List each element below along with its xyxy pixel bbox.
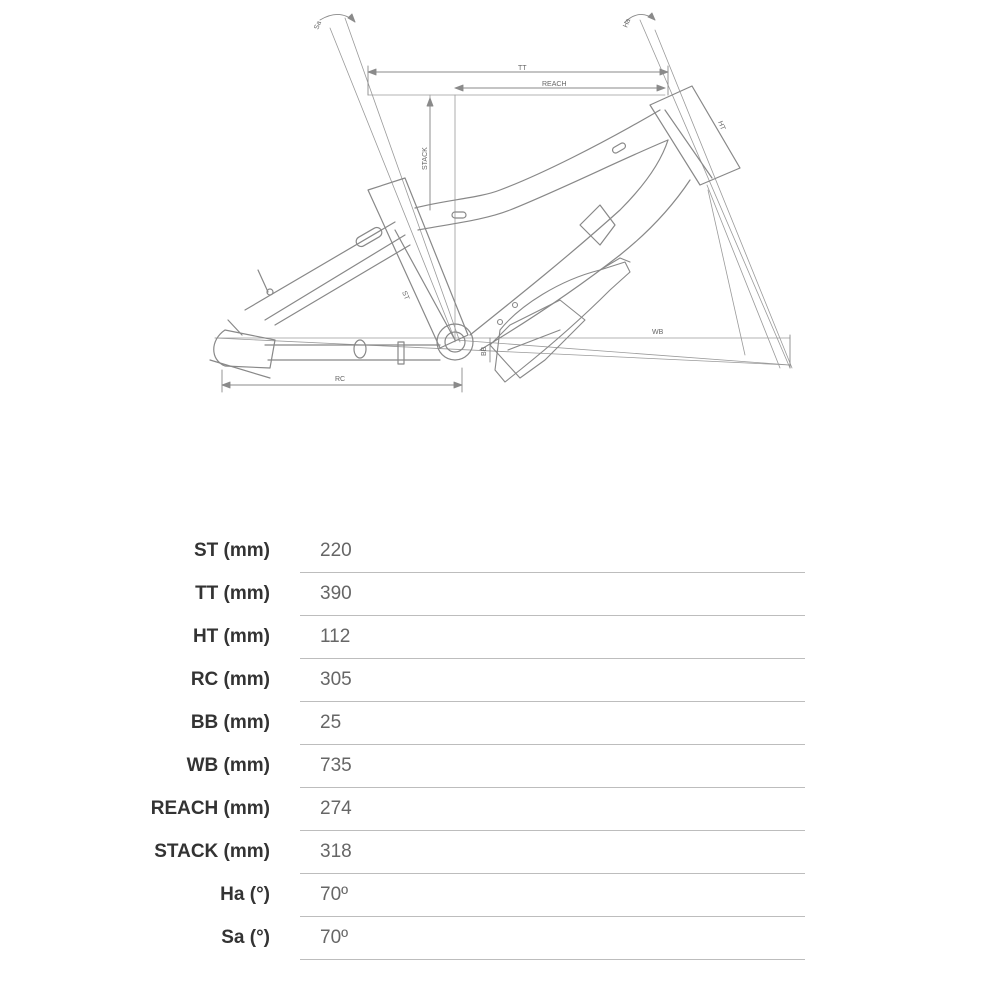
label-st: ST (400, 290, 410, 302)
row-value: 318 (320, 841, 352, 862)
dimension-lines (222, 13, 790, 392)
row-label: Sa (°) (221, 927, 270, 948)
row-label: ST (mm) (194, 540, 270, 561)
label-bb: BB (481, 346, 488, 356)
row-value: 112 (320, 626, 351, 647)
table-row (150, 659, 805, 702)
table-row (150, 874, 805, 917)
bottle-cage (490, 258, 630, 382)
table-row (150, 917, 805, 960)
label-sa: Sa (313, 20, 324, 31)
label-rc: RC (335, 376, 346, 383)
table-row (150, 573, 805, 616)
row-value: 220 (320, 540, 352, 561)
row-label: Ha (°) (220, 884, 270, 905)
label-stack: STACK (422, 147, 429, 170)
table-row (150, 745, 805, 788)
row-value: 390 (320, 583, 352, 604)
row-value: 25 (320, 712, 342, 733)
row-label: REACH (mm) (150, 798, 270, 819)
label-ht: HT (716, 120, 727, 132)
table-row (150, 702, 805, 745)
row-label: TT (mm) (195, 583, 270, 604)
label-wb: WB (652, 329, 664, 336)
row-value: 305 (320, 669, 352, 690)
table-row (150, 788, 805, 831)
row-label: WB (mm) (186, 755, 270, 776)
row-value: 735 (320, 755, 352, 776)
row-label: STACK (mm) (154, 841, 270, 862)
row-label: RC (mm) (190, 669, 270, 690)
table-row (150, 831, 805, 874)
bike-frame-diagram (0, 0, 1000, 420)
row-value: 70º (320, 927, 349, 948)
table-row (150, 530, 805, 573)
row-value: 274 (320, 798, 352, 819)
row-value: 70º (320, 884, 349, 905)
label-reach: REACH (542, 81, 567, 88)
row-divider (300, 959, 805, 960)
row-label: HT (mm) (192, 626, 270, 647)
label-ha: Ha (622, 17, 633, 29)
construction-lines (215, 18, 792, 368)
label-tt: TT (518, 65, 527, 72)
geometry-table (150, 530, 805, 960)
row-label: BB (mm) (190, 712, 270, 733)
table-row (150, 616, 805, 659)
